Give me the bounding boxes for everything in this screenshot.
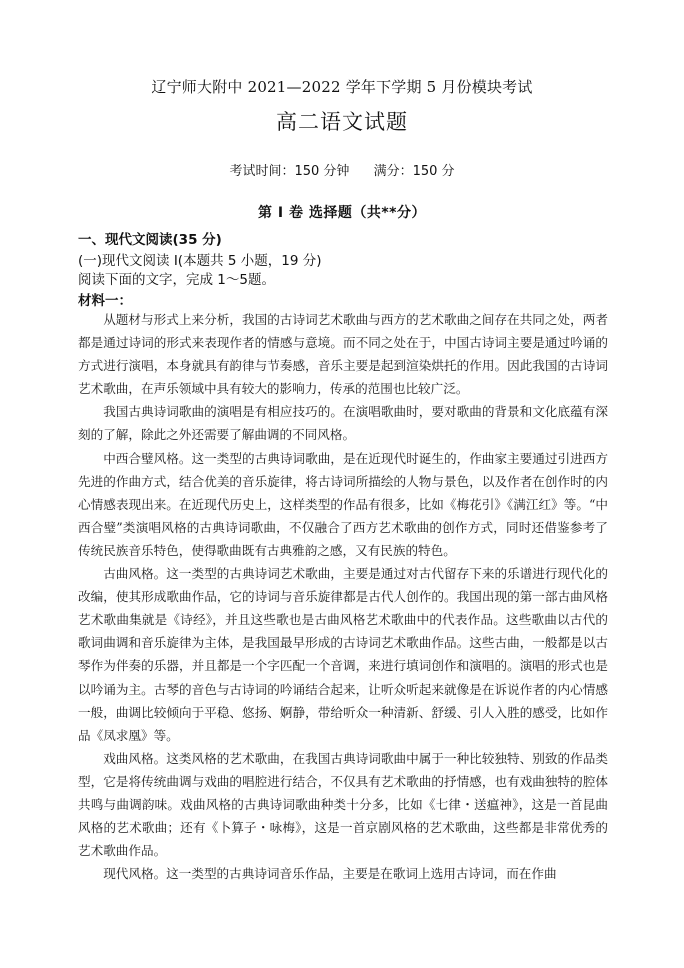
paragraph: 古曲风格。这一类型的古典诗词艺术歌曲，主要是通过对古代留存下来的乐谱进行现代化的改编，使其形成歌曲作品，它的诗词与音乐旋律都是古代人创作的。我国出现的第一部古曲风格艺术歌曲集就是《诗经》，并且这些歌也是古曲风格艺术歌曲中的代表作品。这些歌曲以古代的歌词曲调和音乐旋律为主体，是我国最早形成的古诗词艺术歌曲作品。这些古曲，一般都是以古琴作为伴奏的乐器，并且都是一个字匹配一个音调，来进行填词创作和演唱的。演唱的形式也是以吟诵为主。古琴的音色与古诗词的吟诵结合起来，让听众听起来就像是在诉说作者的内心情感一般，曲调比较倾向于平稳、悠扬、婀静，带给听众一种清新、舒缓、引人入胜的感受，比如作品《凤求凰》等。 [78, 566, 608, 743]
material-label: 材料一： [78, 293, 132, 309]
paragraph: 从题材与形式上来分析，我国的古诗词艺术歌曲与西方的艺术歌曲之间存在共同之处，两者都是通过诗词的形式来表现作者的情感与意境。而不同之处在于，中国古诗词主要是通过吟诵的方式进行演唱，本身就具有韵律与节奏感，音乐主要是起到渲染烘托的作用。因此我国的古诗词艺术歌曲，在声乐领域中具有较大的影响力，传承的范围也比较广泛。 [78, 312, 608, 397]
paragraph: 现代风格。这一类型的古典诗词音乐作品，主要是在歌词上选用古诗词，而在作曲 [103, 866, 557, 882]
exam-score: 满分：150 分 [373, 164, 455, 179]
school-exam-title: 辽宁师大附中 2021—2022 学年下学期 5 月份模块考试 [151, 78, 533, 96]
exam-time: 考试时间：150 分钟 [229, 164, 350, 179]
instruction: 阅读下面的文字，完成 1～5题。 [78, 272, 275, 288]
volume-title: 第 Ⅰ 卷 选择题（共**分） [258, 205, 426, 221]
paragraph: 我国古典诗词歌曲的演唱是有相应技巧的。在演唱歌曲时，要对歌曲的背景和文化底蕴有深刻的了解，除此之外还需要了解曲调的不同风格。 [78, 404, 608, 443]
paragraph: 戏曲风格。这类风格的艺术歌曲，在我国古典诗词歌曲中属于一种比较独特、别致的作品类型，它是将传统曲调与戏曲的唱腔进行结合，不仅具有艺术歌曲的抒情感，也有戏曲独特的腔体共鸣与曲调韵味。戏曲风格的古典诗词歌曲种类十分多，比如《七律・送瘟神》，这是一首昆曲风格的艺术歌曲；还有《卜算子・咏梅》，这是一首京剧风格的艺术歌曲，这些都是非常优秀的艺术歌曲作品。 [78, 750, 608, 859]
passage-body [78, 308, 608, 885]
subsection-heading: (一)现代文阅读 Ⅰ(本题共 5 小题，19 分) [78, 253, 322, 269]
exam-info [0, 160, 684, 179]
paragraph: 中西合璧风格。这一类型的古典诗词歌曲，是在近现代时诞生的，作曲家主要通过引进西方先进的作曲方式，结合优美的音乐旋律，将古诗词所描绘的人物与景色，以及作者在创作时的内心情感表现出来。在近现代历史上，这样类型的作品有很多，比如《梅花引》《满江红》等。“中西合璧”类演唱风格的古典诗词歌曲，不仅融合了西方艺术歌曲的创作方式，同时还借鉴参考了传统民族音乐特色，使得歌曲既有古典雅韵之感，又有民族的特色。 [78, 450, 608, 558]
section-heading: 一、现代文阅读(35 分) [78, 232, 222, 248]
page-title: 高二语文试题 [276, 110, 408, 134]
